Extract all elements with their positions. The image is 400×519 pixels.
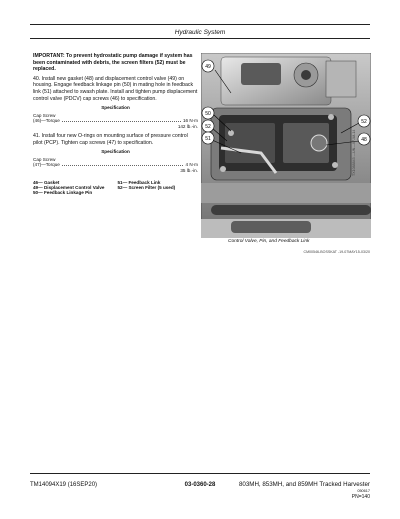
legend-item [118, 190, 199, 195]
parts-legend [33, 180, 198, 196]
footer-date-code: 050617 [357, 489, 370, 493]
spec-item-label: Cap Screw [33, 156, 56, 162]
footer-page-code: 03-0360-28 [184, 482, 216, 488]
figure-code: CM00546-BOSSKAT -19-07MAY15-03/20 [303, 250, 370, 254]
callout-48 [358, 133, 370, 145]
callout-50 [202, 107, 214, 119]
svg-text:50: 50 [205, 111, 211, 117]
spec-torque-label: (47)—Torque [33, 162, 60, 168]
spec-torque-value: 4 N·m [185, 162, 198, 168]
footer-machine-title: 803MH, 853MH, and 859MH Tracked Harvester [238, 481, 370, 488]
svg-text:52: 52 [361, 119, 367, 125]
spec-torque-value-imperial-40: 142 lb.-in. [177, 123, 198, 129]
callout-52 [202, 120, 214, 132]
text-column [33, 53, 198, 196]
svg-text:51: 51 [205, 136, 211, 142]
callout-49 [202, 60, 214, 72]
svg-text:52: 52 [205, 124, 211, 130]
header-bottom-rule [30, 38, 370, 39]
spec-heading-40: Specification [101, 105, 130, 111]
legend-item: 50— Feedback Linkage Pin [33, 190, 93, 196]
svg-text:48: 48 [361, 137, 367, 143]
svg-text:49: 49 [205, 64, 211, 70]
spec-torque-value-imperial-41: 35 lb.-in. [180, 167, 198, 173]
spec-torque-value: 16 N·m [182, 118, 198, 124]
footer-rule [30, 473, 370, 474]
figure-code-vertical: TX1088843 —UN—07JUL14 [352, 129, 356, 176]
leader-dots [62, 118, 181, 121]
legend-item: 46— Gasket [33, 179, 60, 185]
callout-51 [202, 132, 214, 144]
spec-heading-41: Specification [101, 149, 130, 155]
important-note: IMPORTANT: To prevent hydrostatic pump damage if system has been contaminated with debris, the screen filters (52) must be replaced. [33, 53, 193, 73]
page-header-title: Hydraulic System [174, 29, 226, 36]
leader-dots [62, 162, 184, 165]
header-top-rule [30, 24, 370, 25]
callout-52b [358, 115, 370, 127]
legend-item: 49— Displacement Control Valve [33, 185, 105, 191]
hydraulic-valve-photo [201, 53, 371, 238]
spec-item-label: Cap Screw [33, 112, 56, 118]
step-40: 40. Install new gasket (48) and displacement control valve (49) on housing. Engage feedback linkage pin (50) in mating hole in feedback link (51) attached to swash plate. Install and tighten pump displacement control valve (PDCV) cap screws (46) to specification. [33, 75, 198, 102]
footer-manual-id: TM14094X19 (16SEP20) [30, 482, 98, 488]
spec-torque-label: (46)—Torque [33, 118, 60, 124]
footer-pn: PN=140 [351, 494, 370, 500]
legend-item: 52— Screen Filter (5 used) [117, 185, 176, 191]
step-41: 41. Install four new O-rings on mounting surface of pressure control pilot (PCP). Tighten cap screws (47) to specification. [33, 132, 188, 146]
figure-caption: Control Valve, Pin, and Feedback Link [228, 239, 310, 244]
legend-item: 51— Feedback Link [117, 179, 161, 185]
